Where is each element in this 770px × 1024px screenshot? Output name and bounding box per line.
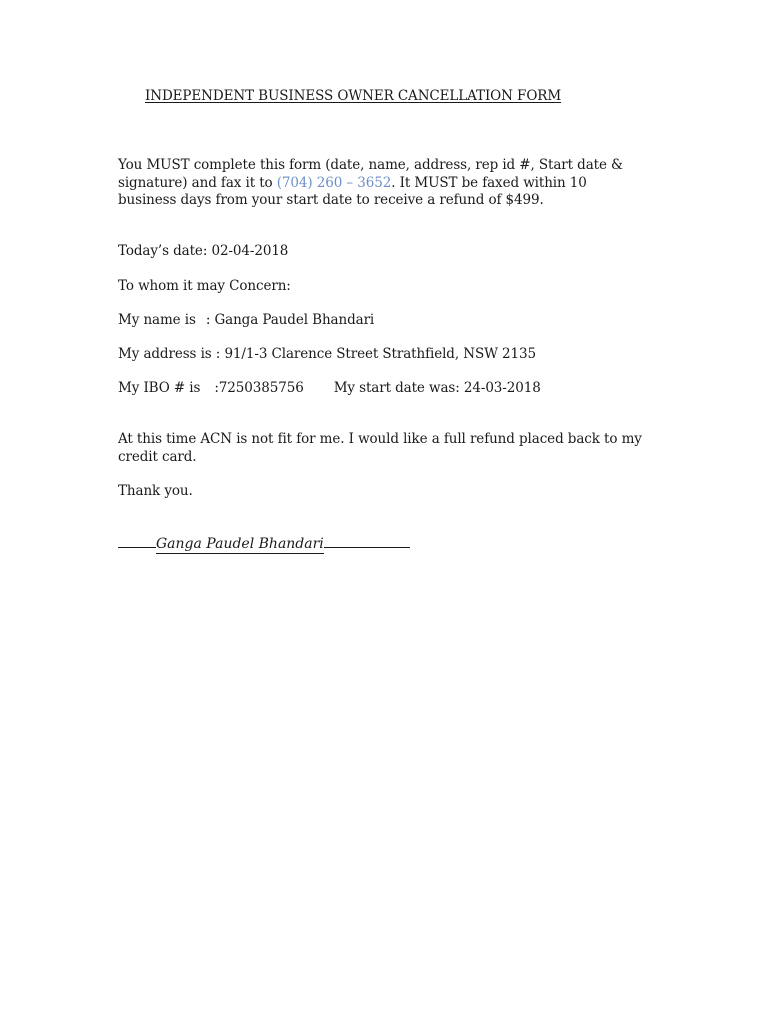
intro-text-after: . It MUST be faxed within 10 business days from your start date to receive a refund of $499. (118, 174, 587, 208)
ibo-label: My IBO # is (118, 380, 201, 396)
fax-number: (704) 260 – 3652 (276, 174, 392, 191)
todays-date: Today’s date: 02-04-2018 (118, 243, 289, 259)
address-line: My address is : 91/1-3 Clarence Street Strathfield, NSW 2135 (118, 346, 537, 362)
salutation: To whom it may Concern: (118, 278, 291, 294)
form-title: INDEPENDENT BUSINESS OWNER CANCELLATION FORM (145, 88, 562, 104)
signature-line-left (118, 546, 156, 548)
signature-line-right (324, 546, 410, 548)
intro-paragraph (118, 157, 648, 210)
signature: Ganga Paudel Bhandari (156, 536, 324, 552)
name-line (118, 312, 374, 328)
ibo-line (118, 380, 541, 396)
closing: Thank you. (118, 483, 193, 499)
signature-row (118, 536, 410, 552)
name-label: My name is (118, 312, 196, 328)
refund-paragraph: At this time ACN is not fit for me. I would like a full refund placed back to my credit card. (118, 431, 642, 465)
name-value: : Ganga Paudel Bhandari (205, 312, 375, 328)
intro-text-before: You MUST complete this form (date, name, address, rep id #, Start date & signature) and fax it to (118, 157, 623, 191)
ibo-value: :7250385756 (214, 380, 304, 396)
start-date: My start date was: 24-03-2018 (333, 380, 541, 396)
